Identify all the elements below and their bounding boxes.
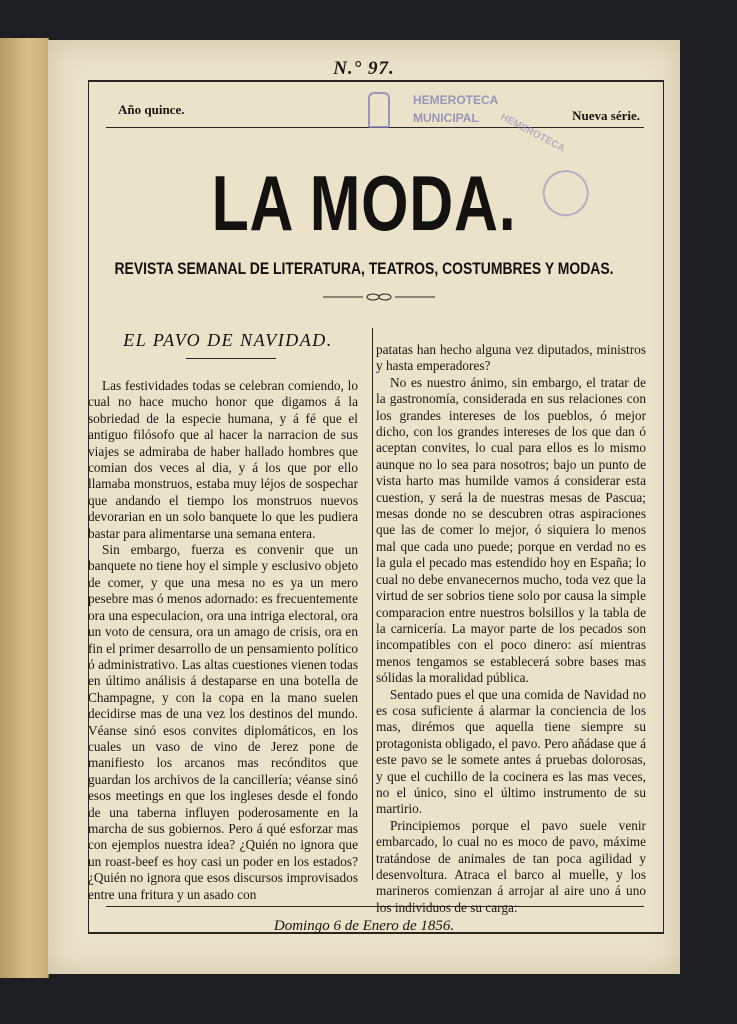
- column-divider: [372, 328, 373, 880]
- article-column-right: [376, 342, 646, 916]
- book-spine: [0, 38, 49, 978]
- issue-date: Domingo 6 de Enero de 1856.: [273, 918, 455, 934]
- paragraph: patatas han hecho alguna vez diputados, ministros y hasta emperadores?: [376, 342, 646, 374]
- paragraph: Sin embargo, fuerza es convenir que un banquete no tiene hoy el simple y esclusivo objeto de comer, y que una mesa no es ya un mero pesebre mas ó menos adornado: es frecuentemente ora una especulacion, ora una intriga electoral, ora un voto de censura, ora un amago de crisis, ora en fin el primer desarrollo de un pensamiento político ó administrativo. Las altas cuestiones vienen todas en último análisis á destaparse en una botella de Champagne, y con la copa en la mano suelen decidirse mas de una vez los destinos del mundo. Véanse sinó esos convites diplomáticos, en los cuales un vaso de vino de Jerez pone de manifiesto los arcanos mas recónditos que guardan los archivos de la cancillería; véanse sinó esos meetings en que los ingleses desde el fondo de una taberna influyen poderosamente en la marcha de sus gobiernos. Pero á qué esforzar mas con ejemplos nuestra idea? ¿Quién no ignora que un roast-beef es hoy casi un poder en los estados? ¿Quién no ignora que esos discursos improvisados entre una fritura y un asado con: [88, 542, 358, 902]
- paragraph: No es nuestro ánimo, sin embargo, el tratar de la gastronomía, considerada en sus relaciones con los grandes intereses de los pueblos, ó mejor dicho, con los grandes intereses de los que dan ó aceptan convites, lo cual para ellos es lo mismo aunque no lo sea para nosotros; bajo un punto de vista harto mas humilde vamos á considerar esta cuestion, y será la de nuestras mesas de Pascua; mesas donde no se descubren otras aspiraciones que las de comer lo mejor, ó siquiera lo menos mal que cada uno puede; porque en verdad no es la gula el pecado mas estendido hoy en España; lo cual no debe envanecernos mucho, toda vez que la virtud de ser sobrios tiene solo por causa la simple comparacion entre nuestros bolsillos y la tabla de la carnicería. La mayor parte de los pecados son incompatibles con el poco dinero: así mientras menos tengamos se establecerá sobre bases mas sólidas la moralidad pública.: [376, 374, 646, 686]
- crest-icon: [368, 92, 390, 128]
- masthead-subtitle: REVISTA SEMANAL DE LITERATURA, TEATROS, COSTUMBRES Y MODAS.: [114, 259, 614, 278]
- paragraph: Sentado pues el que una comida de Navidad no es cosa suficiente á alarmar la conciencia de los mas, dirémos que aquella tiene siempre su protagonista obligado, el pavo. Pero añádase que á este pavo se le somete antes á pruebas dolorosas, y que el cuchillo de la cocinera es las mas veces, no el único, sino el último instrumento de su martirio.: [376, 686, 646, 817]
- newspaper-page: [48, 40, 680, 974]
- article-title: EL PAVO DE NAVIDAD.: [123, 330, 333, 350]
- article-title-rule: [186, 358, 276, 359]
- footer-rule: [106, 906, 644, 907]
- flourish-ornament-icon: [323, 292, 435, 302]
- article-column-left: [88, 378, 358, 903]
- issue-number: N.° 97.: [333, 58, 395, 79]
- stamp-line-1: HEMEROTECA: [413, 93, 499, 107]
- paragraph: Las festividades todas se celebran comiendo, lo cual no hace mucho honor que digamos á la sobriedad de la especie humana, y á fé que el antiguo filósofo que al hacer la narracion de sus viajes se admiraba de haber hallado hombres que comian dos veces al dia, y á los que por ello llamaba monstruos, estaba muy léjos de sospechar que andando el tiempo los monstruos nuevos devorarian en un solo banquete lo que les pudiera bastar para alimentarse una semana entera.: [88, 378, 358, 541]
- year-label: Año quince.: [118, 102, 185, 117]
- stamp-line-2: MUNICIPAL: [413, 111, 479, 125]
- masthead-title: LA MODA.: [211, 159, 517, 247]
- paragraph: Principiemos porque el pavo suele venir embarcado, lo cual no es moco de pavo, máxime tratándose de animales de tan poca agilidad y desenvoltura. Atraca el barco al muelle, y los marineros comienzan á arrojar al aire uno á uno los individuos de su carga:: [376, 817, 646, 915]
- series-label: Nueva série.: [572, 108, 640, 123]
- round-stamp-text: HEMEROTECA: [498, 111, 567, 155]
